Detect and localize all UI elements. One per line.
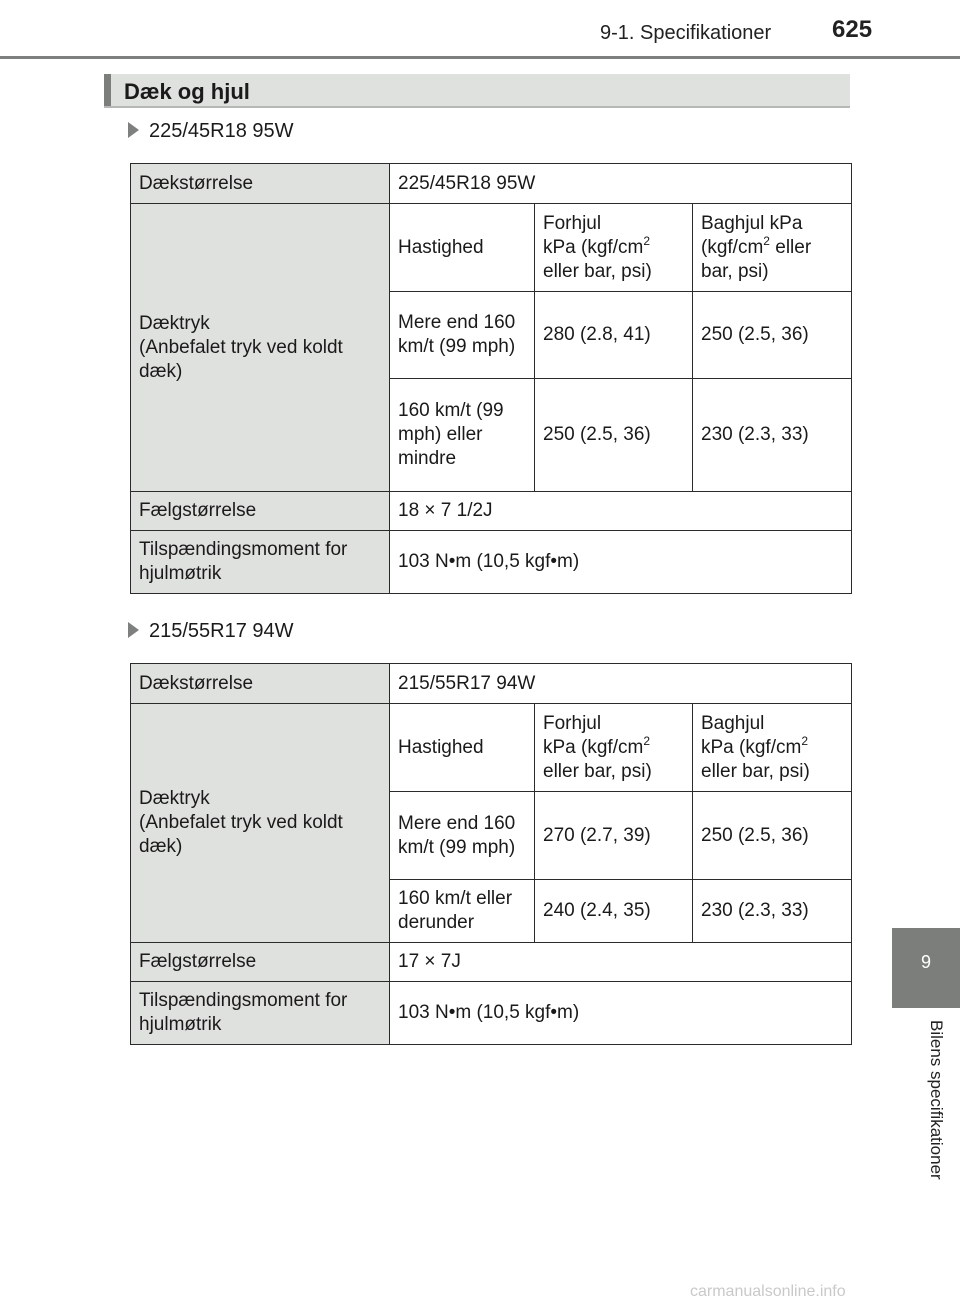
header-divider	[0, 56, 960, 59]
triangle-bullet-icon	[128, 622, 139, 638]
pressure-label-title: Dæktryk	[139, 312, 210, 334]
pressure-label-note: (Anbefalet tryk ved koldt dæk)	[139, 336, 343, 382]
speed-header: Hastighed	[390, 204, 535, 292]
chapter-tab	[892, 928, 960, 1008]
front-pressure-cell: 250 (2.5, 36)	[535, 379, 693, 492]
section-title: Dæk og hjul	[124, 79, 250, 104]
rear-pressure-cell: 250 (2.5, 36)	[693, 292, 852, 379]
front-header	[535, 204, 693, 292]
table-row	[131, 982, 852, 1045]
speed-cell: Mere end 160 km/t (99 mph)	[390, 292, 535, 379]
rear-header-line: Baghjul	[701, 712, 765, 734]
table-row	[131, 492, 852, 531]
rear-header-line: eller bar, psi)	[701, 760, 810, 782]
superscript: 2	[801, 733, 808, 748]
superscript: 2	[643, 733, 650, 748]
rim-size-value: 17 × 7J	[390, 943, 852, 982]
superscript: 2	[763, 233, 770, 248]
pressure-label-note: (Anbefalet tryk ved koldt dæk)	[139, 812, 343, 857]
variant-label: 215/55R17 94W	[149, 620, 294, 642]
table-row	[131, 704, 852, 792]
rear-header-line: Baghjul kPa	[701, 212, 803, 234]
tire-size-label: Dækstørrelse	[131, 664, 390, 704]
rear-header	[693, 204, 852, 292]
variant-heading-1	[128, 120, 294, 143]
header-section-title: 9-1. Specifikationer	[600, 22, 772, 44]
pressure-label	[131, 704, 390, 943]
tire-size-value: 215/55R17 94W	[390, 664, 852, 704]
torque-value: 103 N•m (10,5 kgf•m)	[390, 531, 852, 594]
variant-label: 225/45R18 95W	[149, 120, 294, 142]
table-row	[131, 164, 852, 204]
rear-header-line: (kgf/cm	[701, 236, 764, 258]
page-number: 625	[832, 16, 873, 43]
front-header-line: Forhjul	[543, 212, 602, 234]
section-accent-bar	[104, 74, 111, 106]
rim-size-value: 18 × 7 1/2J	[390, 492, 852, 531]
torque-label: Tilspændingsmoment for hjulmøtrik	[131, 982, 390, 1045]
chapter-label: Bilens specifikationer	[927, 1020, 946, 1180]
section-heading-bar	[104, 74, 850, 108]
rear-pressure-cell: 230 (2.3, 33)	[693, 880, 852, 943]
torque-value: 103 N•m (10,5 kgf•m)	[390, 982, 852, 1045]
tire-size-value: 225/45R18 95W	[390, 164, 852, 204]
variant-heading-2	[128, 620, 294, 643]
speed-cell: Mere end 160 km/t (99 mph)	[390, 792, 535, 880]
front-header-line: eller bar, psi)	[543, 260, 652, 282]
rear-header-line: kPa (kgf/cm	[701, 736, 802, 758]
rim-size-label: Fælgstørrelse	[131, 492, 390, 531]
front-pressure-cell: 270 (2.7, 39)	[535, 792, 693, 880]
rear-pressure-cell: 230 (2.3, 33)	[693, 379, 852, 492]
watermark: carmanualsonline.info	[690, 1283, 846, 1300]
rim-size-label: Fælgstørrelse	[131, 943, 390, 982]
front-pressure-cell: 240 (2.4, 35)	[535, 880, 693, 943]
front-header-line: kPa (kgf/cm	[543, 236, 644, 258]
superscript: 2	[643, 233, 650, 248]
tire-size-label: Dækstørrelse	[131, 164, 390, 204]
table-row	[131, 664, 852, 704]
table-row	[131, 531, 852, 594]
front-header-line: Forhjul	[543, 712, 602, 734]
pressure-label-title: Dæktryk	[139, 788, 210, 809]
pressure-label	[131, 204, 390, 492]
spec-table-2	[130, 663, 852, 1045]
speed-cell: 160 km/t (99 mph) eller mindre	[390, 379, 535, 492]
rear-header-line: eller bar, psi)	[701, 236, 812, 282]
table-row	[131, 204, 852, 292]
torque-label: Tilspændingsmoment for hjulmøtrik	[131, 531, 390, 594]
table-row	[131, 943, 852, 982]
front-pressure-cell: 280 (2.8, 41)	[535, 292, 693, 379]
spec-table-1	[130, 163, 852, 594]
front-header-line: eller bar, psi)	[543, 760, 652, 782]
speed-header: Hastighed	[390, 704, 535, 792]
chapter-number: 9	[920, 952, 931, 972]
front-header-line: kPa (kgf/cm	[543, 736, 644, 758]
front-header	[535, 704, 693, 792]
speed-cell: 160 km/t eller derunder	[390, 880, 535, 943]
rear-pressure-cell: 250 (2.5, 36)	[693, 792, 852, 880]
rear-header	[693, 704, 852, 792]
triangle-bullet-icon	[128, 122, 139, 138]
